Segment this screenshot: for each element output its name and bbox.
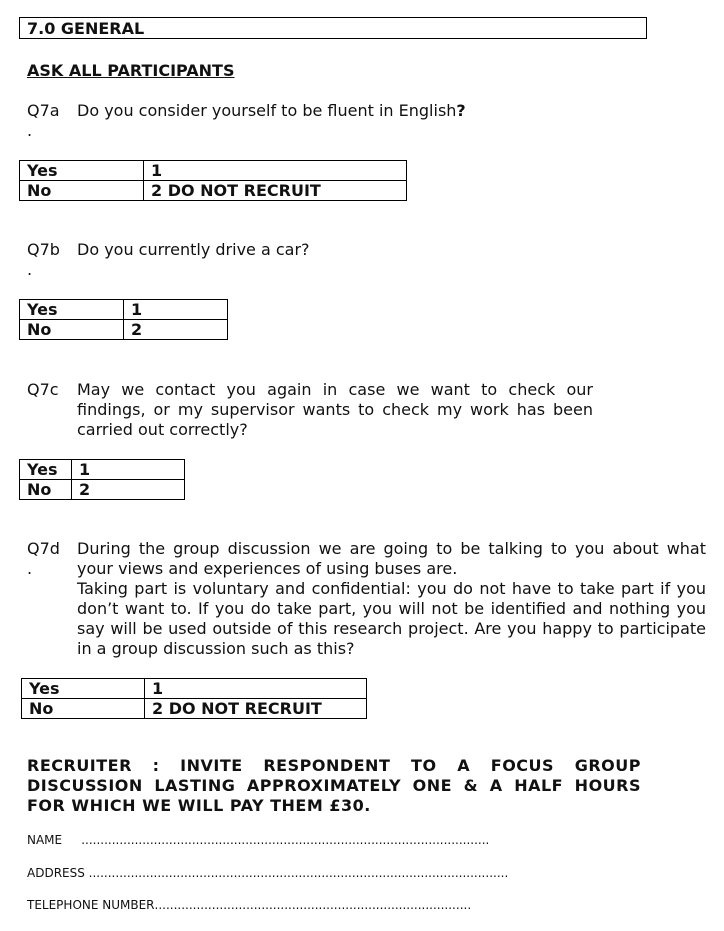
answer-row-no[interactable]	[20, 181, 407, 201]
answer-code[interactable]: 1	[124, 300, 228, 320]
answer-row-yes[interactable]	[20, 300, 228, 320]
question-dot: .	[27, 559, 33, 578]
answer-label[interactable]: No	[22, 699, 145, 719]
answer-code[interactable]: 1	[72, 460, 185, 480]
instruction-heading: ASK ALL PARTICIPANTS	[27, 61, 235, 80]
answer-row-no[interactable]	[20, 320, 228, 340]
answer-row-no[interactable]	[22, 699, 367, 719]
name-input-line[interactable]: ...........................................................................................................	[81, 833, 490, 847]
question-number: Q7d	[27, 539, 60, 558]
question-dot: .	[27, 260, 33, 279]
answer-code[interactable]: 2	[72, 480, 185, 500]
section-title: 7.0 GENERAL	[27, 19, 145, 38]
question-text: Do you currently drive a car?	[77, 240, 310, 259]
question-text: May we contact you again in case we want to check our findings, or my supervisor wants to check my work has been carried out correctly?	[77, 380, 593, 439]
recruiter-instruction: RECRUITER : INVITE RESPONDENT TO A FOCUS GROUP DISCUSSION LASTING APPROXIMATELY ONE & A HALF HOURS FOR WHICH WE WILL PAY THEM £30.	[27, 756, 641, 815]
answer-code[interactable]: 2 DO NOT RECRUIT	[145, 699, 367, 719]
name-label: NAME	[27, 833, 63, 847]
question-number: Q7c	[27, 380, 59, 399]
answer-code[interactable]: 2 DO NOT RECRUIT	[144, 181, 407, 201]
section-header	[19, 17, 647, 39]
answer-code[interactable]: 1	[145, 679, 367, 699]
question-text	[77, 539, 706, 659]
question-number: Q7a	[27, 101, 60, 120]
answer-row-no[interactable]	[20, 480, 185, 500]
question-mark: ?	[456, 101, 466, 120]
address-input-line[interactable]: ..............................................................................................................	[88, 866, 509, 880]
name-field[interactable]	[27, 833, 489, 847]
telephone-field[interactable]	[27, 898, 471, 912]
answer-row-yes[interactable]	[20, 161, 407, 181]
answer-row-yes[interactable]	[22, 679, 367, 699]
answer-row-yes[interactable]	[20, 460, 185, 480]
answer-label[interactable]: Yes	[20, 161, 144, 181]
telephone-input-line[interactable]: ...................................................................................	[154, 898, 472, 912]
answer-label[interactable]: No	[20, 480, 72, 500]
answer-table	[19, 299, 228, 340]
question-text	[77, 101, 697, 121]
answer-label[interactable]: Yes	[20, 460, 72, 480]
question-text-main: Do you consider yourself to be fluent in English	[77, 101, 457, 120]
address-field[interactable]	[27, 866, 508, 880]
answer-code[interactable]: 1	[144, 161, 407, 181]
question-number: Q7b	[27, 240, 60, 259]
question-paragraph-2: Taking part is voluntary and confidential: you do not have to take part if you don’t want to. If you do take part, you will not be identified and nothing you say will be used outside of this research project. Are you happy to participate in a group discussion such as this?	[77, 579, 706, 658]
answer-label[interactable]: No	[20, 320, 124, 340]
name-separator	[62, 833, 81, 847]
question-paragraph-1: During the group discussion we are going to be talking to you about what your views and experiences of using buses are.	[77, 539, 706, 578]
telephone-label: TELEPHONE NUMBER	[27, 898, 155, 912]
answer-table	[19, 160, 407, 201]
answer-label[interactable]: Yes	[20, 300, 124, 320]
address-label: ADDRESS	[27, 866, 85, 880]
question-dot: .	[27, 121, 33, 140]
answer-label[interactable]: Yes	[22, 679, 145, 699]
answer-code[interactable]: 2	[124, 320, 228, 340]
answer-label[interactable]: No	[20, 181, 144, 201]
answer-table	[21, 678, 367, 719]
answer-table	[19, 459, 185, 500]
